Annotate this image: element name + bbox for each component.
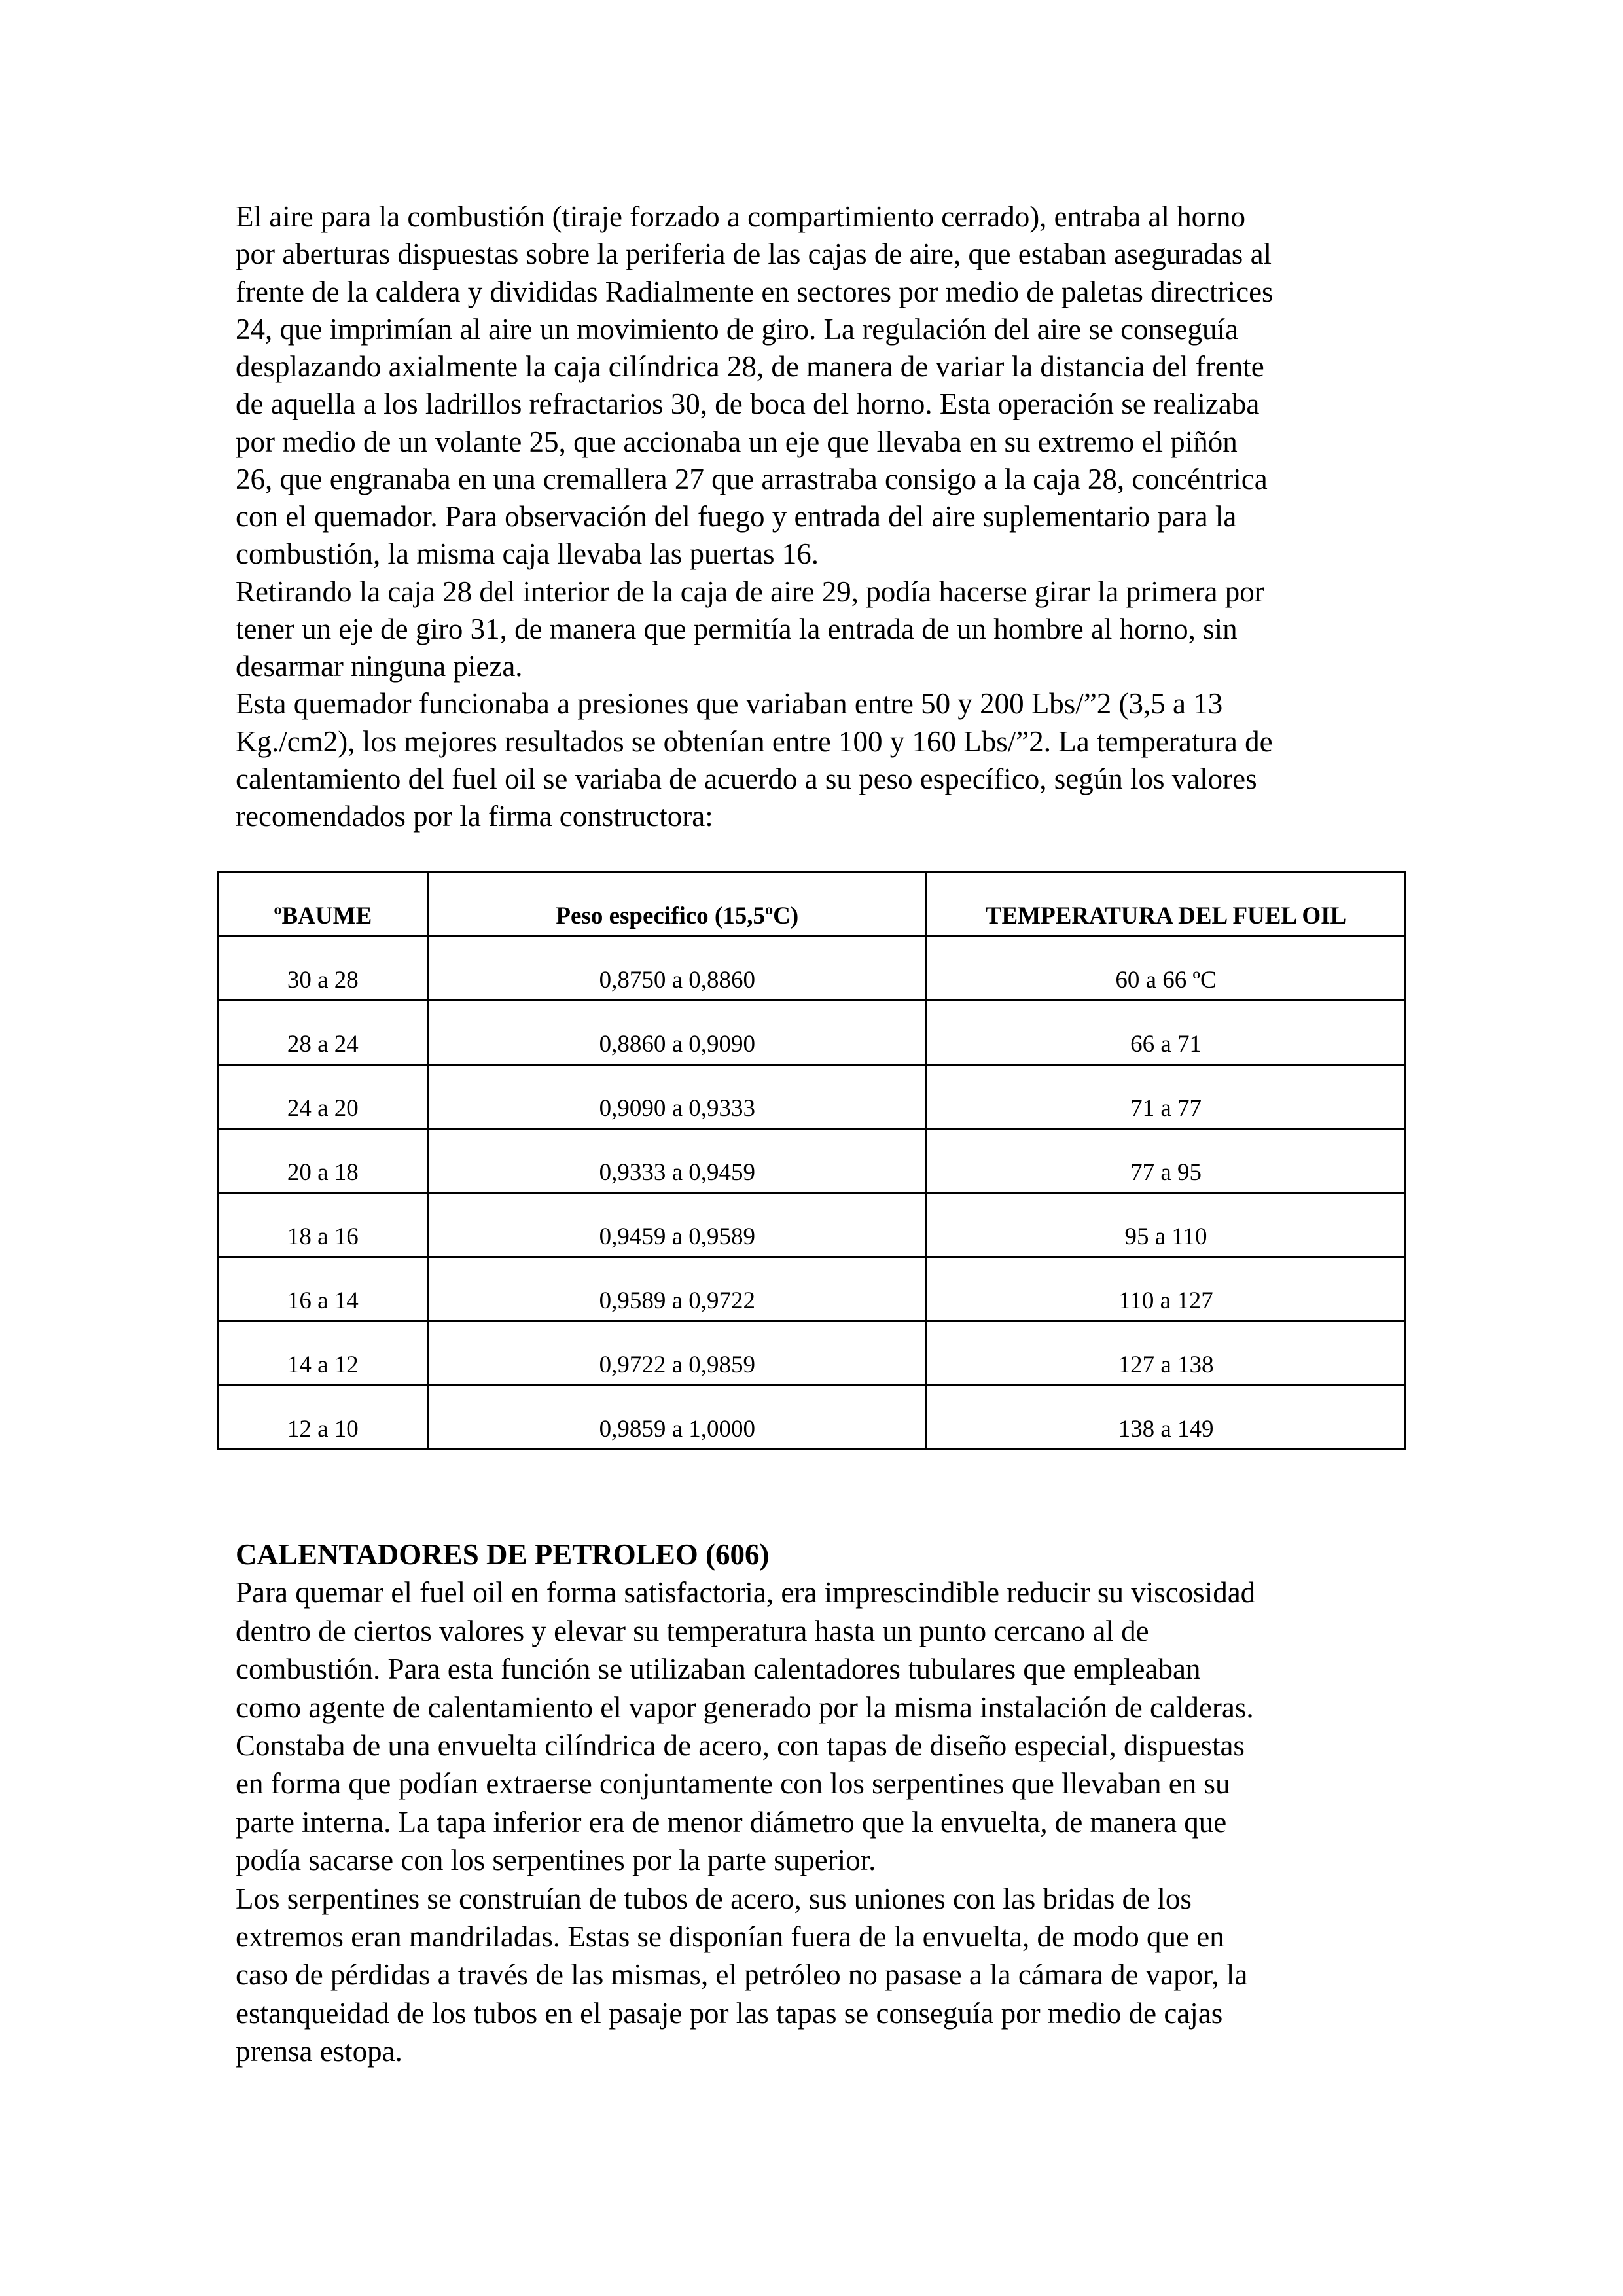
text-line: Retirando la caja 28 del interior de la caja de aire 29, podía hacerse girar la primera por (236, 575, 1264, 608)
table-header-row (218, 872, 1406, 937)
text-line: Esta quemador funcionaba a presiones que variaban entre 50 y 200 Lbs/”2 (3,5 a 13 (236, 687, 1223, 721)
cell-temperature: 95 a 110 (927, 1193, 1406, 1257)
section-heaters (236, 1535, 1255, 2070)
text-line: 24, que imprimían al aire un movimiento de giro. La regulación del aire se conseguía (236, 312, 1238, 346)
text-line: desplazando axialmente la caja cilíndrica 28, de manera de variar la distancia del frente (236, 350, 1264, 383)
text-line: Constaba de una envuelta cilíndrica de acero, con tapas de diseño especial, dispuestas (236, 1729, 1245, 1762)
text-line: desarmar ninguna pieza. (236, 650, 523, 683)
text-line: por medio de un volante 25, que accionaba un eje que llevaba en su extremo el piñón (236, 425, 1238, 458)
cell-specific-weight: 0,9859 a 1,0000 (428, 1386, 927, 1450)
header-baume: ºBAUME (218, 872, 429, 937)
text-line: extremos eran mandriladas. Estas se disponían fuera de la envuelta, de modo que en (236, 1920, 1224, 1953)
text-line: estanqueidad de los tubos en el pasaje por las tapas se conseguía por medio de cajas (236, 1996, 1223, 2030)
text-line: Los serpentines se construían de tubos de acero, sus uniones con las bridas de los (236, 1882, 1192, 1915)
text-line: El aire para la combustión (tiraje forzado a compartimiento cerrado), entraba al horno (236, 200, 1246, 233)
text-line: recomendados por la firma constructora: (236, 800, 713, 833)
cell-specific-weight: 0,9090 a 0,9333 (428, 1065, 927, 1129)
cell-baume: 20 a 18 (218, 1129, 429, 1193)
cell-temperature: 138 a 149 (927, 1386, 1406, 1450)
text-line: Para quemar el fuel oil en forma satisfactoria, era imprescindible reducir su viscosidad (236, 1576, 1256, 1609)
text-line: frente de la caldera y divididas Radialmente en sectores por medio de paletas directrices (236, 275, 1274, 308)
table-row (218, 1129, 1406, 1193)
text-line: tener un eje de giro 31, de manera que permitía la entrada de un hombre al horno, sin (236, 612, 1238, 645)
paragraph-burner-air (236, 198, 1274, 835)
cell-specific-weight: 0,9589 a 0,9722 (428, 1257, 927, 1321)
table-row (218, 1386, 1406, 1450)
cell-specific-weight: 0,8860 a 0,9090 (428, 1001, 927, 1065)
text-line: podía sacarse con los serpentines por la parte superior. (236, 1844, 876, 1877)
header-specific-weight: Peso especifico (15,5ºC) (428, 872, 927, 937)
cell-temperature: 71 a 77 (927, 1065, 1406, 1129)
text-line: combustión. Para esta función se utilizaban calentadores tubulares que empleaban (236, 1653, 1201, 1686)
text-line: dentro de ciertos valores y elevar su temperatura hasta un punto cercano al de (236, 1614, 1149, 1647)
header-fuel-oil-temperature: TEMPERATURA DEL FUEL OIL (927, 872, 1406, 937)
text-line: caso de pérdidas a través de las mismas, el petróleo no pasase a la cámara de vapor, la (236, 1958, 1248, 1992)
text-line: en forma que podían extraerse conjuntamente con los serpentines que llevaban en su (236, 1767, 1230, 1801)
cell-specific-weight: 0,8750 a 0,8860 (428, 937, 927, 1001)
text-line: de aquella a los ladrillos refractarios 30, de boca del horno. Esta operación se realizaba (236, 387, 1260, 421)
text-line: con el quemador. Para observación del fuego y entrada del aire suplementario para la (236, 500, 1237, 533)
cell-specific-weight: 0,9459 a 0,9589 (428, 1193, 927, 1257)
text-line: como agente de calentamiento el vapor generado por la misma instalación de calderas. (236, 1691, 1254, 1724)
cell-temperature: 66 a 71 (927, 1001, 1406, 1065)
text-line: 26, que engranaba en una cremallera 27 que arrastraba consigo a la caja 28, concéntrica (236, 462, 1268, 495)
cell-temperature: 77 a 95 (927, 1129, 1406, 1193)
table-row (218, 1001, 1406, 1065)
text-line: prensa estopa. (236, 2035, 402, 2068)
cell-baume: 14 a 12 (218, 1321, 429, 1386)
text-line: parte interna. La tapa inferior era de menor diámetro que la envuelta, de manera que (236, 1805, 1227, 1839)
table-row (218, 1065, 1406, 1129)
cell-baume: 24 a 20 (218, 1065, 429, 1129)
text-line: Kg./cm2), los mejores resultados se obtenían entre 100 y 160 Lbs/”2. La temperatura de (236, 725, 1273, 758)
table-row (218, 937, 1406, 1001)
table-row (218, 1193, 1406, 1257)
cell-baume: 16 a 14 (218, 1257, 429, 1321)
cell-baume: 28 a 24 (218, 1001, 429, 1065)
cell-baume: 18 a 16 (218, 1193, 429, 1257)
cell-temperature: 60 a 66 ºC (927, 937, 1406, 1001)
cell-temperature: 127 a 138 (927, 1321, 1406, 1386)
cell-baume: 30 a 28 (218, 937, 429, 1001)
text-line: combustión, la misma caja llevaba las puertas 16. (236, 537, 819, 571)
cell-specific-weight: 0,9722 a 0,9859 (428, 1321, 927, 1386)
fuel-oil-temperature-table (217, 871, 1406, 1450)
text-line: calentamiento del fuel oil se variaba de acuerdo a su peso específico, según los valores (236, 762, 1257, 795)
cell-temperature: 110 a 127 (927, 1257, 1406, 1321)
cell-baume: 12 a 10 (218, 1386, 429, 1450)
table-row (218, 1321, 1406, 1386)
section-heading: CALENTADORES DE PETROLEO (606) (236, 1538, 770, 1571)
table-row (218, 1257, 1406, 1321)
text-line: por aberturas dispuestas sobre la periferia de las cajas de aire, que estaban aseguradas al (236, 238, 1272, 271)
cell-specific-weight: 0,9333 a 0,9459 (428, 1129, 927, 1193)
